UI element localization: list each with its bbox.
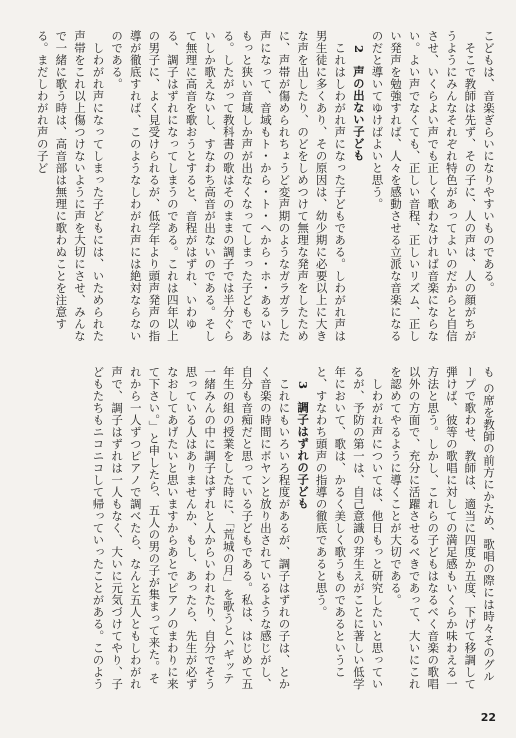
paragraph: も の席を教師の前方にかため、歌唱の際には時々そのグループで歌わせ、教師は、適当に四度か五度、下げて移調して弾けば、彼等の歌唱に対しての満足感もいくらか味わえる一方法と思う。しかし、これらの子どもはなるべく音楽の歌唱以外の方面で、充分に活躍させるべきであって、大いにこれを認めてやるように導くことが大切である。 xyxy=(389,366,496,690)
paragraph: これにもいろいろ程度があるが、調子はずれの子は、とかく音楽の時間にボヤンと放り出されているような感じがし、自分も音痴だと思っている子どもである。私は、はじめて五年生の組の授業をした時に、「荒城の月」を歌うとハギッテ一緒みんの中に調子はずれと人からいわれたり、自分でそう思っている人はありませんか、もし、あったら、先生が必ずなおしてあげたいと思いますからあとでピアノのまわりに来て下さい。」と申したら、五人の男の子が集まって来た。それから一人ずつピアノで調べたら、なんと五人ともしわがれ声で、調子はずれは一人もなく、大いに元気づけてやり、子どもたちもニコニコして帰っていったことがある。このよう xyxy=(91,366,292,690)
top-text-block xyxy=(26,30,498,346)
paragraph: これはしわがれ声になった子どもである。しわがれ声は男生徒に多くあり、その原因は、幼少期に必要以上に大きな声を出したり、のどをしめつけて無理な発声をしたために、声帯が傷められちょうど変声期のようなガラガラした声になって、音域もト・から・ト・へから・ホ・あるいはもっと狭い音域しか声が出なくなってしまった子どもである。したがって教科書の歌はそのままの調子では半分ぐらいしか歌えないし、すなわち高音が出ないのである。そして無理に高音を歌おうとすると、音程がはずれ、いわゆる、調子はずれになってしまうのである。これは四年以上の男子に、よく見受けられるが、低学年より頭声発声の指導が徹底すれば、このようなしわがれ声には絶対ならないのである。 xyxy=(110,30,348,342)
paragraph: しわがれ声については、他日もっと研究したいと思っているが、予防の第一は、自己意識の芽生えがことに著しい低学年において、歌は、かるく美しく歌うものであるということ、すなわち頭声の指導の徹底であると思う。 xyxy=(314,366,385,690)
section-heading: 2 声の出ない子ども xyxy=(351,44,366,162)
section-heading: 3 調子はずれの子ども xyxy=(296,380,311,510)
paragraph: しわがれ声になってしまった子どもには、いためられた声帯をこれ以上傷つけないように声を大切にさせ、みんなで一緒に歌う時は、高音部は無理に歌わぬことを注意する。まだしわがれ声の子ど xyxy=(35,30,106,342)
page-number: 22 xyxy=(480,711,496,724)
paragraph: そこで教師は先ず、その子に、人の声は、人の顔がちがうようにみんなそれぞれ特色があってよいのだからと自信させ、いくらよい声でも正しく歌わなければ音楽にならない。よい声でなくても、正しい音程、正しいリズム、正しい発声を勉強すれば、人々を感動させる立派な音楽になるのだと導いてゆけばよいと思う。 xyxy=(370,30,478,342)
paragraph: こどもは、音楽ぎらいになりやすいものである。 xyxy=(482,30,496,294)
bottom-text-block xyxy=(26,366,498,692)
